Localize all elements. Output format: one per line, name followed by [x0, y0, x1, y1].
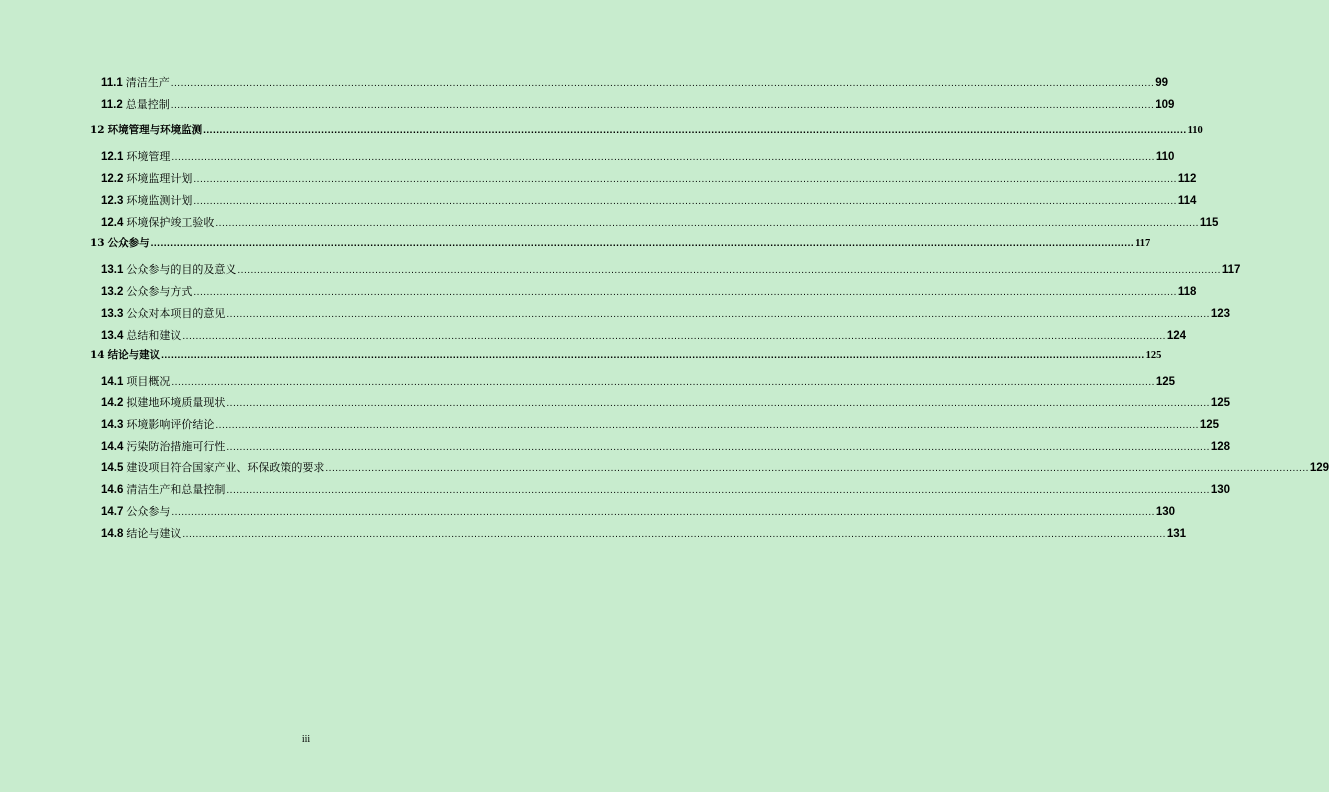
toc-entry-page: 128 [1210, 441, 1231, 453]
toc-entry-number: 12.4 [101, 217, 124, 229]
toc-section-entry[interactable] [101, 459, 1329, 475]
toc-entry-number: 12.3 [101, 195, 124, 207]
toc-entry-number: 14.2 [101, 397, 124, 409]
toc-entry-page: 114 [1177, 195, 1197, 207]
toc-entry-number: 13.3 [101, 308, 124, 320]
toc-entry-title: 总量控制 [125, 98, 170, 111]
toc-entry-number: 13.4 [101, 330, 124, 342]
toc-entry-page: 99 [1155, 77, 1169, 89]
toc-entry-title: 拟建地环境质量现状 [126, 396, 226, 409]
toc-entry-page: 117 [1221, 264, 1241, 276]
toc-entry-title: 公众对本项目的意见 [126, 307, 226, 320]
toc-entry-page: 123 [1210, 308, 1231, 320]
toc-entry-page: 131 [1166, 528, 1187, 540]
toc-section-entry[interactable] [101, 503, 1176, 519]
toc-entry-title: 结论与建议 [107, 349, 161, 361]
toc-leader-dots: ............................................................................................................................................................................................................................................................................................................ [215, 218, 1199, 229]
toc-section-entry[interactable] [101, 192, 1197, 208]
toc-entry-title: 环境影响评价结论 [126, 418, 215, 431]
toc-section-entry[interactable] [101, 394, 1231, 410]
toc-section-entry[interactable] [101, 214, 1219, 230]
toc-leader-dots: ............................................................................................................................................................................................................................................................................................................ [193, 174, 1177, 185]
toc-entry-title: 公众参与 [107, 237, 150, 249]
toc-leader-dots: ............................................................................................................................................................................................................................................................................................................ [170, 100, 1155, 111]
toc-entry-number: 14.7 [101, 506, 124, 518]
toc-entry-number: 13.2 [101, 286, 124, 298]
toc-section-entry[interactable] [101, 373, 1176, 389]
toc-leader-dots: ............................................................................................................................................................................................................................................................................................................ [193, 196, 1177, 207]
toc-entry-page: 125 [1199, 419, 1220, 431]
toc-leader-dots: ............................................................................................................................................................................................................................................................................................................ [215, 420, 1199, 431]
toc-entry-title: 建设项目符合国家产业、环保政策的要求 [126, 461, 325, 474]
toc-leader-dots: ............................................................................................................................................................................................................................................................................................................ [170, 78, 1155, 89]
toc-entry-page: 129 [1309, 462, 1329, 474]
toc-entry-title: 环境管理 [126, 150, 171, 163]
toc-entry-number: 13 [90, 237, 105, 249]
toc-entry-title: 公众参与的目的及意义 [126, 263, 237, 276]
toc-entry-page: 109 [1155, 99, 1175, 111]
toc-entry-title: 环境监理计划 [126, 172, 193, 185]
toc-entry-title: 环境监测计划 [126, 194, 193, 207]
toc-entry-number: 12 [90, 124, 105, 136]
toc-chapter-entry[interactable] [90, 235, 1151, 251]
toc-entry-page: 130 [1155, 506, 1176, 518]
toc-entry-number: 14.5 [101, 462, 124, 474]
page-number-footer: iii [301, 734, 311, 745]
toc-entry-page: 112 [1177, 173, 1197, 185]
toc-section-entry[interactable] [101, 170, 1197, 186]
toc-entry-number: 11.2 [101, 99, 123, 111]
toc-entry-title: 项目概况 [126, 375, 171, 388]
toc-section-entry[interactable] [101, 305, 1231, 321]
toc-leader-dots: ............................................................................................................................................................................................................................................................................................................ [171, 152, 1155, 163]
toc-entry-title: 结论与建议 [126, 527, 182, 540]
toc-leader-dots: ............................................................................................................................................................................................................................................................................................................ [226, 485, 1210, 496]
toc-entry-title: 总结和建议 [126, 329, 182, 342]
toc-entry-number: 11.1 [101, 77, 123, 89]
toc-leader-dots: ............................................................................................................................................................................................................................................................................................................ [226, 398, 1210, 409]
toc-entry-title: 公众参与 [126, 505, 171, 518]
toc-entry-page: 125 [1145, 350, 1162, 361]
toc-entry-number: 14.3 [101, 419, 124, 431]
toc-leader-dots: ............................................................................................................................................................................................................................................................................................................ [203, 125, 1187, 136]
toc-entry-number: 12.1 [101, 151, 124, 163]
toc-entry-number: 14.1 [101, 376, 124, 388]
toc-entry-page: 117 [1135, 238, 1151, 249]
toc-entry-number: 14 [90, 349, 105, 361]
toc-leader-dots: ............................................................................................................................................................................................................................................................................................................ [182, 529, 1166, 540]
toc-leader-dots: ............................................................................................................................................................................................................................................................................................................ [226, 309, 1210, 320]
toc-leader-dots: ............................................................................................................................................................................................................................................................................................................ [171, 507, 1155, 518]
toc-leader-dots: ............................................................................................................................................................................................................................................................................................................ [226, 442, 1210, 453]
toc-section-entry[interactable] [101, 74, 1169, 90]
toc-section-entry[interactable] [101, 416, 1220, 432]
toc-section-entry[interactable] [101, 283, 1197, 299]
toc-entry-number: 13.1 [101, 264, 124, 276]
toc-chapter-entry[interactable] [90, 122, 1203, 138]
toc-entry-page: 110 [1187, 125, 1203, 136]
toc-section-entry[interactable] [101, 96, 1175, 112]
toc-entry-page: 130 [1210, 484, 1231, 496]
toc-section-entry[interactable] [101, 327, 1187, 343]
toc-leader-dots: ............................................................................................................................................................................................................................................................................................................ [193, 287, 1177, 298]
toc-entry-number: 12.2 [101, 173, 124, 185]
toc-section-entry[interactable] [101, 148, 1175, 164]
toc-entry-title: 环境管理与环境监测 [107, 124, 203, 136]
toc-entry-page: 110 [1155, 151, 1175, 163]
toc-entry-title: 清洁生产 [125, 76, 170, 89]
toc-entry-title: 污染防治措施可行性 [126, 440, 226, 453]
toc-section-entry[interactable] [101, 261, 1241, 277]
toc-entry-title: 公众参与方式 [126, 285, 193, 298]
toc-entry-number: 14.6 [101, 484, 124, 496]
toc-leader-dots: ............................................................................................................................................................................................................................................................................................................ [325, 463, 1309, 474]
toc-leader-dots: ............................................................................................................................................................................................................................................................................................................ [150, 238, 1135, 249]
toc-entry-number: 14.4 [101, 441, 124, 453]
toc-leader-dots: ............................................................................................................................................................................................................................................................................................................ [182, 331, 1166, 342]
toc-leader-dots: ............................................................................................................................................................................................................................................................................................................ [237, 265, 1221, 276]
toc-section-entry[interactable] [101, 438, 1231, 454]
toc-chapter-entry[interactable] [90, 347, 1162, 363]
toc-section-entry[interactable] [101, 481, 1231, 497]
toc-entry-title: 环境保护竣工验收 [126, 216, 215, 229]
toc-entry-page: 125 [1155, 376, 1176, 388]
toc-leader-dots: ............................................................................................................................................................................................................................................................................................................ [171, 377, 1155, 388]
toc-entry-page: 118 [1177, 286, 1197, 298]
toc-entry-number: 14.8 [101, 528, 124, 540]
toc-entry-page: 125 [1210, 397, 1231, 409]
toc-entry-page: 115 [1199, 217, 1219, 229]
toc-entry-title: 清洁生产和总量控制 [126, 483, 226, 496]
toc-section-entry[interactable] [101, 525, 1187, 541]
toc-leader-dots: ............................................................................................................................................................................................................................................................................................................ [161, 350, 1145, 361]
toc-entry-page: 124 [1166, 330, 1187, 342]
